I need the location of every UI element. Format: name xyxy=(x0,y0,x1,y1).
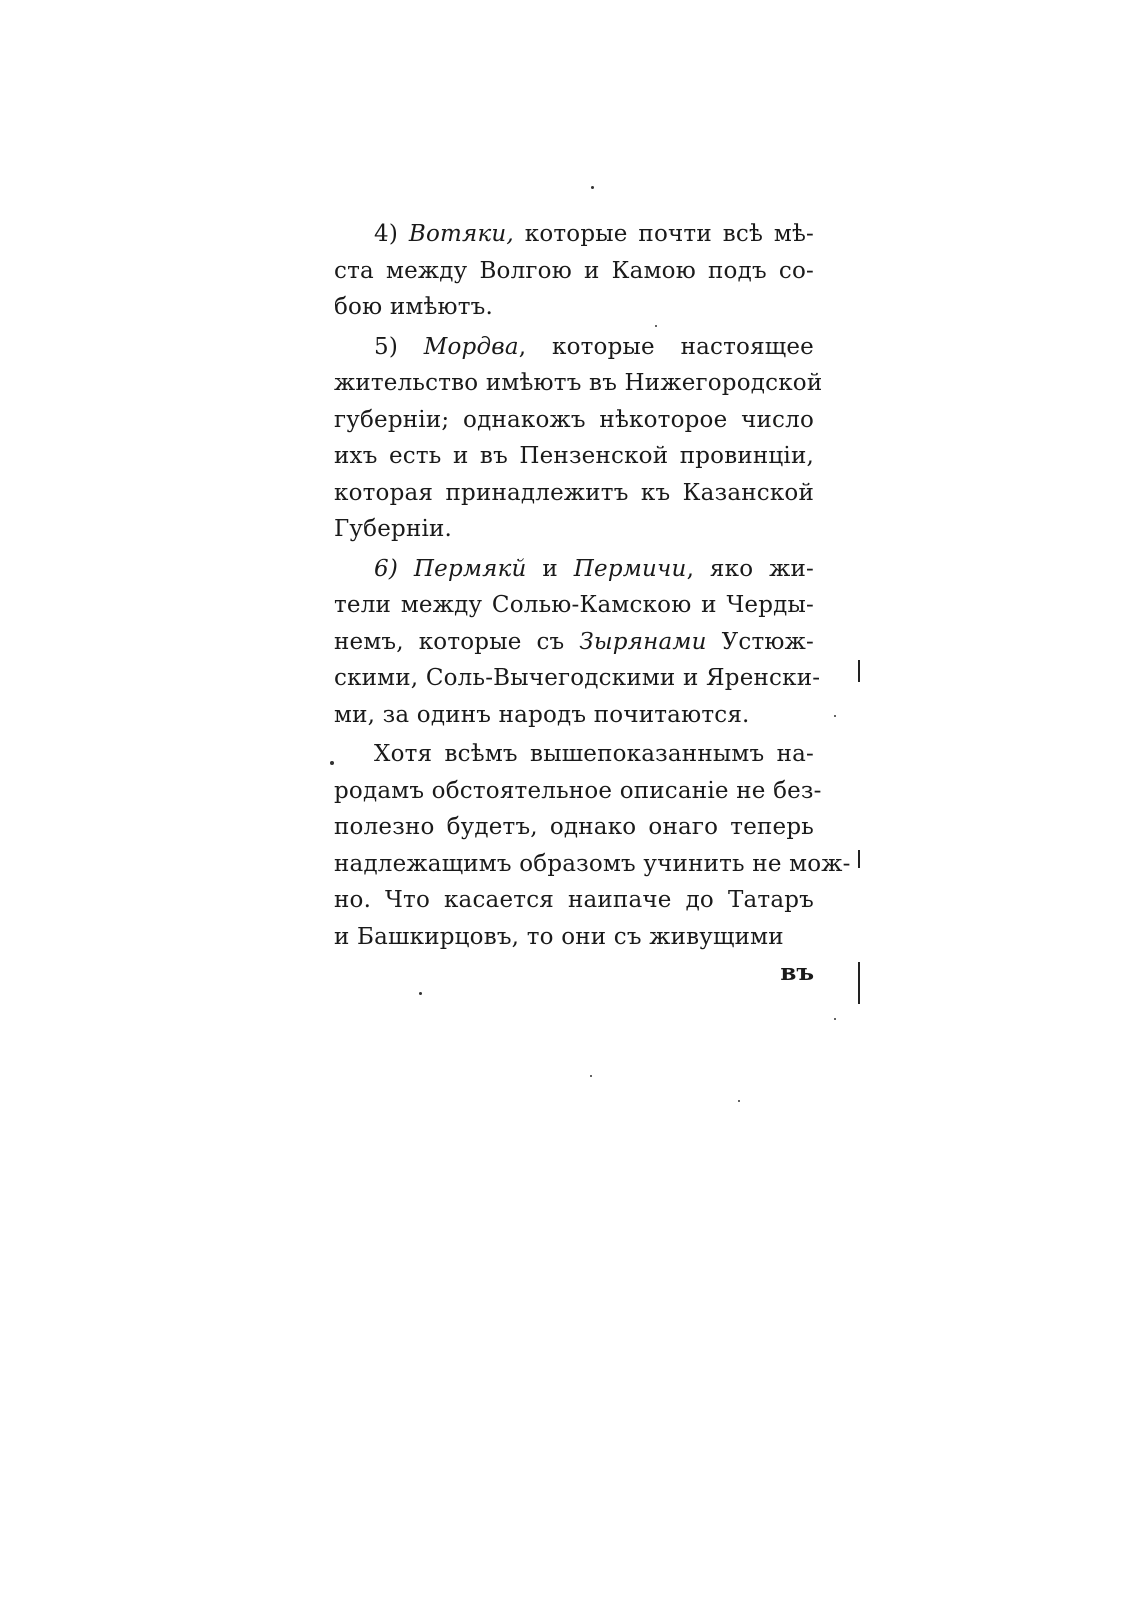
text-run: которые почти всѣ мѣ- xyxy=(513,221,814,247)
paragraph-p4 xyxy=(334,216,814,326)
scan-edge-mark xyxy=(858,660,860,682)
scan-speck xyxy=(834,1018,836,1020)
paragraph-p6 xyxy=(334,551,821,734)
text-run: , яко жи- xyxy=(686,555,814,582)
text-run: 5) xyxy=(374,333,424,360)
italic-term: 6) xyxy=(374,555,414,582)
scan-speck xyxy=(738,1100,740,1102)
text-run: губерніи; однакожъ нѣкоторое число xyxy=(334,406,814,433)
text-run: полезно будетъ, однако онаго теперь xyxy=(334,814,814,840)
italic-term: Зырянами xyxy=(579,628,707,655)
text-line xyxy=(334,773,822,810)
italic-term: Пермичи xyxy=(573,555,687,582)
scan-edge-mark xyxy=(858,962,860,1004)
text-line xyxy=(334,216,814,253)
scan-edge-mark xyxy=(858,850,860,868)
text-run: и Башкирцовъ, то они съ живущими xyxy=(334,923,784,950)
text-line xyxy=(334,882,814,919)
text-run: Хотя всѣмъ вышепоказаннымъ на- xyxy=(374,741,814,767)
text-run: немъ, которые съ xyxy=(334,628,580,655)
italic-term: Вотяки, xyxy=(408,221,514,247)
text-line xyxy=(334,402,814,439)
italic-term: Мордва xyxy=(423,333,519,360)
text-run: ста между Волгою и Камою подъ со- xyxy=(334,257,814,284)
text-line xyxy=(334,253,814,290)
text-line xyxy=(334,438,814,475)
text-run: 4) xyxy=(374,221,409,247)
paragraph-p7 xyxy=(334,736,851,955)
text-line xyxy=(334,660,821,697)
text-line xyxy=(334,511,814,548)
text-line xyxy=(334,329,814,366)
scan-speck xyxy=(834,715,836,717)
text-run: тели между Солью-Камскою и Черды- xyxy=(334,592,814,618)
text-line xyxy=(334,919,814,956)
text-run: , которые настоящее xyxy=(518,333,814,360)
text-run: жительство имѣютъ въ Нижегородской xyxy=(334,370,823,396)
catchword: въ xyxy=(780,959,814,986)
text-run: ихъ есть и въ Пензенской провинціи, xyxy=(334,443,814,469)
text-run: скими, Соль-Вычегодскими и Яренски- xyxy=(334,665,821,691)
text-line xyxy=(334,365,823,402)
text-line xyxy=(334,846,851,883)
body-text xyxy=(334,216,851,992)
paragraph-p5 xyxy=(334,329,823,548)
text-line xyxy=(334,587,814,624)
text-line xyxy=(334,736,814,773)
text-line xyxy=(334,624,814,661)
text-run: которая принадлежитъ къ Казанской xyxy=(334,479,814,506)
text-run: но. Что касается наипаче до Татаръ xyxy=(334,887,814,913)
text-run: бою имѣютъ. xyxy=(334,294,494,320)
text-run: Устюж- xyxy=(706,628,814,655)
text-line xyxy=(334,551,814,588)
scan-speck xyxy=(419,992,422,995)
text-line xyxy=(334,289,814,326)
text-run: Губерніи. xyxy=(334,516,453,542)
text-run: и xyxy=(526,555,574,582)
text-run: надлежащимъ образомъ учинить не мож- xyxy=(334,850,851,877)
text-line xyxy=(334,809,814,846)
scan-speck xyxy=(590,1075,592,1077)
scan-speck xyxy=(591,186,594,189)
text-line xyxy=(334,697,814,734)
text-run: родамъ обстоятельное описаніе не без- xyxy=(334,777,822,804)
italic-term: Пермякй xyxy=(413,555,527,582)
text-line xyxy=(334,475,814,512)
text-run: ми, за одинъ народъ почитаются. xyxy=(334,701,750,728)
